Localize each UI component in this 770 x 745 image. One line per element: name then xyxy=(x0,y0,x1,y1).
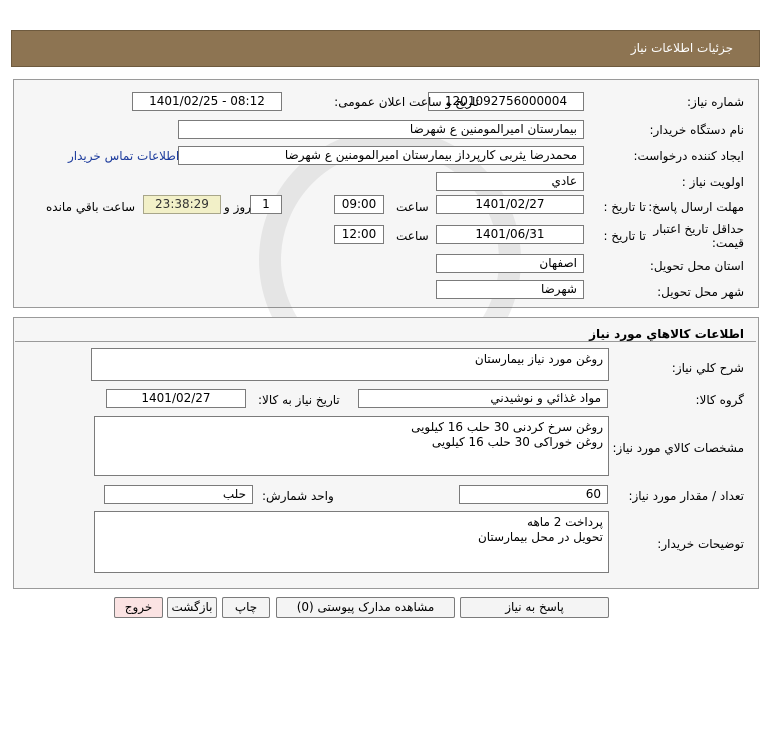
contact-buyer-link[interactable]: اطلاعات تماس خریدار xyxy=(68,149,180,163)
reply-until-date-label: تا تاریخ : xyxy=(603,200,646,214)
specs-field xyxy=(94,416,609,476)
price-validity-label-2: قیمت: xyxy=(711,236,744,250)
specs-line-1: روغن سرخ کردنی 30 حلب 16 کیلویی xyxy=(411,420,603,434)
validity-time-field: 12:00 xyxy=(334,225,384,244)
buyer-org-label: نام دستگاه خریدار: xyxy=(649,123,744,137)
need-date-label: تاریخ نیاز به کالا: xyxy=(258,393,340,407)
days-label: روز و xyxy=(224,200,251,214)
buyer-org-field: بیمارستان امیرالمومنین ع شهرضا xyxy=(178,120,584,139)
goods-section-title: اطلاعات کالاهاي مورد نياز xyxy=(589,327,744,341)
goods-section-divider xyxy=(15,341,756,342)
creator-field: محمدرضا یثربی کارپرداز بیمارستان امیرالمومنین ع شهرضا xyxy=(178,146,584,165)
province-label: استان محل تحویل: xyxy=(649,259,744,273)
reply-time-label: ساعت xyxy=(396,200,429,214)
qty-field: 60 xyxy=(459,485,608,504)
unit-label: واحد شمارش: xyxy=(262,489,334,503)
goods-group-field: مواد غذائي و نوشيدني xyxy=(358,389,608,408)
attachments-button[interactable]: مشاهده مدارک پیوستی (0) xyxy=(276,597,455,618)
announce-field: 1401/02/25 - 08:12 xyxy=(132,92,282,111)
unit-field: حلب xyxy=(104,485,253,504)
buyer-notes-line-2: تحویل در محل بیمارستان xyxy=(477,530,603,544)
city-label: شهر محل تحویل: xyxy=(657,285,744,299)
need-date-field: 1401/02/27 xyxy=(106,389,246,408)
general-desc-field: روغن مورد نیاز بیمارستان xyxy=(91,348,609,381)
reply-button[interactable]: پاسخ به نیاز xyxy=(460,597,609,618)
price-validity-label-1: حداقل تاریخ اعتبار xyxy=(653,222,744,236)
days-field: 1 xyxy=(250,195,282,214)
back-button[interactable]: بازگشت xyxy=(167,597,217,618)
print-button[interactable]: چاپ xyxy=(222,597,270,618)
announce-label: تاریخ و ساعت اعلان عمومی: xyxy=(334,95,479,109)
province-field: اصفهان xyxy=(436,254,584,273)
priority-label: اولویت نیاز : xyxy=(681,175,744,189)
buyer-notes-line-1: پرداخت 2 ماهه xyxy=(527,515,603,529)
buyer-notes-label: توضیحات خریدار: xyxy=(657,537,744,551)
page-title: جزئیات اطلاعات نیاز xyxy=(630,41,733,55)
details-panel xyxy=(13,79,759,308)
remaining-time-field: 23:38:29 xyxy=(143,195,221,214)
specs-line-2: روغن خوراکی 30 حلب 16 کیلویی xyxy=(431,435,603,449)
specs-label: مشخصات کالاي مورد نياز: xyxy=(612,441,744,455)
validity-until-date-label: تا تاریخ : xyxy=(603,229,646,243)
validity-date-field: 1401/06/31 xyxy=(436,225,584,244)
exit-button[interactable]: خروج xyxy=(114,597,163,618)
qty-label: تعداد / مقدار مورد نیاز: xyxy=(628,489,744,503)
reply-deadline-label: مهلت ارسال پاسخ: xyxy=(648,200,744,214)
reply-date-field: 1401/02/27 xyxy=(436,195,584,214)
priority-field: عادي xyxy=(436,172,584,191)
need-number-field: 1201092756000004 xyxy=(428,92,584,111)
buyer-notes-field xyxy=(94,511,609,573)
reply-time-field: 09:00 xyxy=(334,195,384,214)
goods-group-label: گروه کالا: xyxy=(695,393,744,407)
general-desc-label: شرح کلي نياز: xyxy=(671,361,744,375)
need-number-label: شماره نیاز: xyxy=(687,95,744,109)
page-header xyxy=(11,30,760,67)
creator-label: ایجاد کننده درخواست: xyxy=(633,149,744,163)
validity-time-label: ساعت xyxy=(396,229,429,243)
remaining-label: ساعت باقي مانده xyxy=(46,200,136,214)
city-field: شهرضا xyxy=(436,280,584,299)
